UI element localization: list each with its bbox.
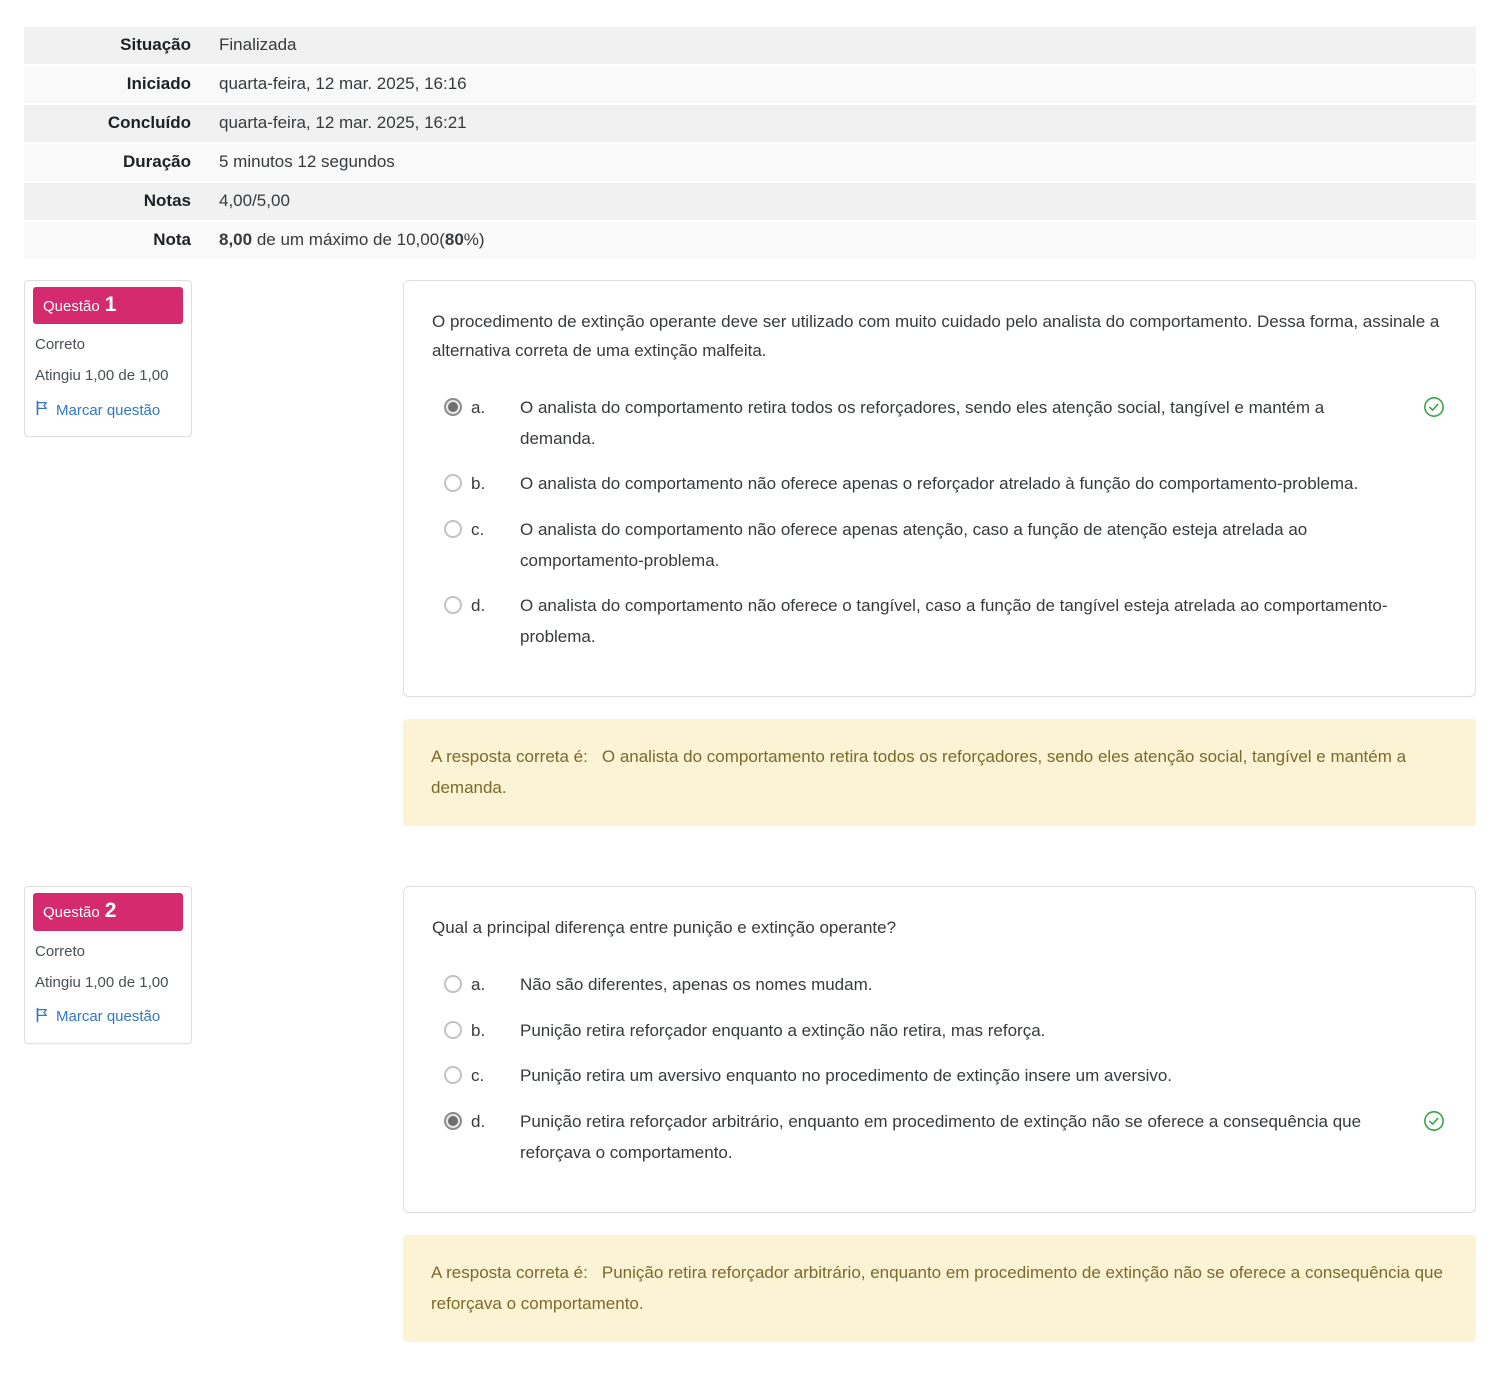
question-text: Qual a principal diferença entre punição e extinção operante? [432, 918, 897, 938]
answer-option-b[interactable] [432, 468, 1445, 500]
summary-row-situacao [24, 27, 1476, 64]
flag-question-label: Marcar questão [56, 401, 161, 419]
option-letter: c. [471, 1066, 485, 1086]
feedback-answer: Punição retira reforçador arbitrário, enquanto em procedimento de extinção não se oferece a consequência que reforçava o comportamento. [431, 1263, 1443, 1313]
flag-question-label: Marcar questão [56, 1008, 161, 1026]
question-number-badge [33, 287, 183, 324]
radio-button[interactable] [444, 520, 462, 538]
answer-option-c[interactable] [432, 1060, 1445, 1092]
feedback-box [403, 1235, 1476, 1342]
attempt-summary-table [24, 27, 1476, 259]
summary-row-nota [24, 222, 1476, 259]
summary-label: Notas [24, 183, 211, 220]
question-number: 1 [104, 292, 117, 316]
question-info-card [24, 886, 192, 1043]
question-number-badge [33, 893, 183, 930]
question-card [403, 886, 1476, 1213]
radio-button[interactable] [444, 398, 462, 416]
answer-option-c[interactable] [432, 514, 1445, 576]
correct-answer-check-icon [1423, 1110, 1445, 1132]
question-badge-label: Questão [43, 904, 100, 922]
option-letter: b. [471, 1020, 486, 1040]
summary-row-concluido [24, 105, 1476, 142]
summary-label: Concluído [24, 105, 211, 142]
question-section-1 [24, 280, 1476, 827]
answer-option-b[interactable] [432, 1015, 1445, 1047]
radio-button[interactable] [444, 975, 462, 993]
flag-icon [35, 1007, 50, 1027]
option-text: Punição retira um aversivo enquanto no procedimento de extinção insere um aversivo. [520, 1066, 1173, 1086]
option-letter: d. [471, 1112, 486, 1131]
summary-value: quarta-feira, 12 mar. 2025, 16:16 [211, 66, 1476, 103]
summary-value: 5 minutos 12 segundos [211, 144, 1476, 181]
radio-button[interactable] [444, 1021, 462, 1039]
summary-row-notas [24, 183, 1476, 220]
summary-value: Finalizada [211, 27, 1476, 64]
correct-answer-check-icon [1423, 396, 1445, 418]
radio-button[interactable] [444, 474, 462, 492]
question-info-card [24, 280, 192, 437]
feedback-prefix: A resposta correta é: [431, 1263, 588, 1283]
summary-row-iniciado [24, 66, 1476, 103]
option-letter: a. [471, 398, 486, 418]
summary-value: quarta-feira, 12 mar. 2025, 16:21 [211, 105, 1476, 142]
answer-option-d[interactable] [432, 1106, 1445, 1168]
option-text: O analista do comportamento não oferece apenas atenção, caso a função de atenção esteja atrelada ao comportamento-problema. [520, 519, 1308, 570]
radio-button[interactable] [444, 1066, 462, 1084]
radio-button[interactable] [444, 596, 462, 614]
question-grade: Atingiu 1,00 de 1,00 [35, 973, 169, 991]
feedback-prefix: A resposta correta é: [431, 747, 588, 767]
summary-label: Duração [24, 144, 211, 181]
question-number: 2 [104, 899, 117, 923]
option-text: O analista do comportamento não oferece apenas o reforçador atrelado à função do comportamento-problema. [520, 474, 1359, 494]
answer-option-a[interactable] [432, 392, 1445, 454]
option-text: O analista do comportamento não oferece o tangível, caso a função de tangível esteja atrelada ao comportamento-problema. [520, 596, 1388, 646]
option-text: Punição retira reforçador arbitrário, enquanto em procedimento de extinção não se oferece a consequência que reforçava o comportamento. [520, 1112, 1362, 1162]
radio-button[interactable] [444, 1112, 462, 1130]
option-text: O analista do comportamento retira todos os reforçadores, sendo eles atenção social, tangível e mantém a demanda. [520, 398, 1325, 448]
question-grade: Atingiu 1,00 de 1,00 [35, 367, 169, 385]
question-section-2 [24, 886, 1476, 1342]
feedback-box [403, 719, 1476, 826]
option-letter: b. [471, 474, 486, 494]
summary-label: Nota [24, 222, 211, 259]
question-text: O procedimento de extinção operante deve ser utilizado com muito cuidado pelo analista do comportamento. Dessa forma, assinale a alternativa correta de uma extinção malfeita. [432, 311, 1440, 361]
flag-question-link[interactable] [35, 400, 160, 420]
option-text: Não são diferentes, apenas os nomes mudam. [520, 975, 873, 995]
summary-value: 4,00/5,00 [211, 183, 1476, 220]
summary-row-duracao [24, 144, 1476, 181]
option-text: Punição retira reforçador enquanto a extinção não retira, mas reforça. [520, 1020, 1046, 1040]
question-state: Correto [35, 942, 86, 960]
flag-icon [35, 400, 50, 420]
answer-option-d[interactable] [432, 590, 1445, 652]
option-letter: d. [471, 596, 486, 616]
feedback-answer: O analista do comportamento retira todos os reforçadores, sendo eles atenção social, tangível e mantém a demanda. [431, 747, 1407, 797]
question-badge-label: Questão [43, 297, 100, 315]
flag-question-link[interactable] [35, 1007, 160, 1027]
option-letter: c. [471, 519, 485, 539]
summary-label: Situação [24, 27, 211, 64]
summary-label: Iniciado [24, 66, 211, 103]
question-state: Correto [35, 336, 86, 354]
question-card [403, 280, 1476, 698]
summary-value: 8,00 de um máximo de 10,00(80%) [211, 222, 1476, 259]
answer-option-a[interactable] [432, 969, 1445, 1001]
option-letter: a. [471, 975, 486, 995]
